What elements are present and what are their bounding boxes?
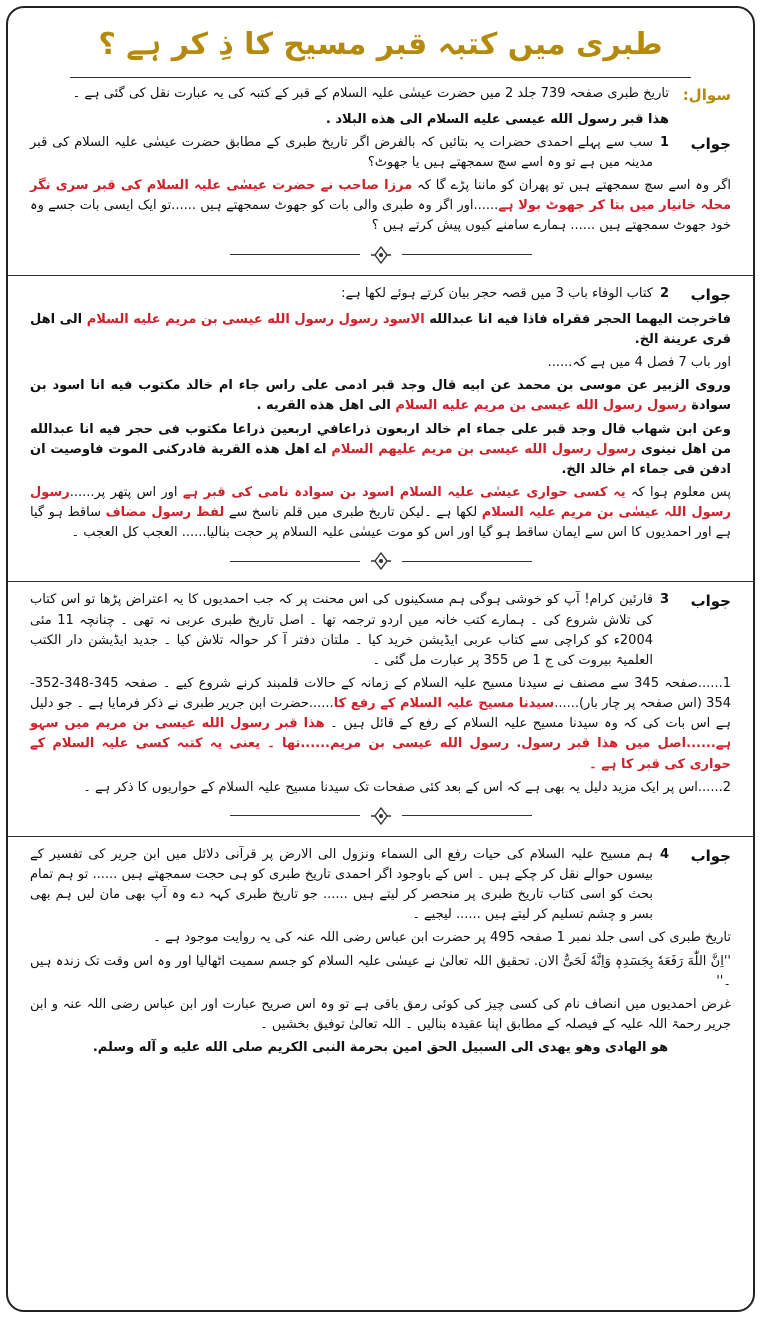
answer4-label: جواب	[690, 846, 731, 865]
answer3-item-1: 1......صفحہ 345 سے مصنف نے سیدنا مسیح علیہ السلام کے زمانہ کے حالات قلمبند کرنے شروع کیے ۔ صفحہ 345-348-352-354 (اس صفحہ پر چار بار)......سیدنا مسیح علیہ السلام کے رفع کا......حضرت ابن جریر طبری نے ذکر فرمایا ہے ۔ جو دلیل ہے اس بات کی کہ وہ سیدنا مسیح علیہ السلام کے رفع کے قائل ہیں ۔ هذا قبر رسول الله عيسى بن مريم میں سہو ہے......اصل میں هذا قبر رسول. رسول الله عيسى بن مريم......تھا ۔ یعنی یہ کتبہ کسی علیہ السلام کے حواری کی قبر کا ہے ۔	[30, 675, 731, 772]
document-page	[6, 6, 755, 1312]
question-label: سوال:	[682, 85, 731, 104]
answer4-text: ہم مسیح علیہ السلام کی حیات رفع الی السماء ونزول الی الارض پر قرآنی دلائل میں ابن جریر کی تفسیر کے بیسوں حوالے نقل کر چکے ہیں ۔ اس کے باوجود اگر احمدی تاریخ طبری کو ہی حجت سمجھتے ہیں ...... تو ہم تمام بحث کو اسی کتاب تاریخ طبری پر منحصر کر لیتے ہیں ...... جو تاریخ طبری کہہ دے وہ آپ بھی مان لیں ہم بھی بسر و چشم تسلیم کر لیتے ہیں ...... لیجیے ۔	[30, 846, 653, 923]
ornament-icon	[368, 551, 394, 571]
section-ornament	[30, 551, 731, 571]
answer1-label: جواب	[690, 134, 731, 153]
closing-prayer: هو الهادى وهو يهدى الى السبيل الحق امين بحرمة النبى الكريم صلى الله عليه و آله وسلم.	[92, 1040, 669, 1056]
page-title: طبری میں کتبہ قبر مسیح کا ذِ کر ہے ؟	[98, 27, 663, 62]
answer3-number: 3	[659, 592, 669, 608]
answer2-conclusion: پس معلوم ہوا کہ یہ کسی حواری عیسٰی علیہ السلام اسود بن سوادہ نامی کی قبر ہے اور اس پتھر پر......رسول رسول اللہ عیسٰی بن مریم علیہ السلام لکھا ہے ۔لیکن تاریخ طبری میں قلم ناسخ سے لفظ رسول مضاف ساقط ہو گیا ہے اور احمدیوں کا اس سے ایمان ساقط ہو گیا اور اس کو موت عیسٰی علیہ السلام پر حجت بنالیا...... العجب کل العجب ۔	[30, 484, 732, 541]
answer2-intro: کتاب الوفاء باب 3 میں قصہ حجر بیان کرتے ہوئے لکھا ہے:	[341, 285, 653, 301]
ornament-icon	[368, 245, 394, 265]
answer4-number: 4	[659, 846, 669, 862]
answer1-paragraph: اگر وہ اسے سچ سمجھتے ہیں تو پھران کو ماننا پڑے گا کہ مرزا صاحب نے حضرت عیسٰی علیہ السلام کی قبر سری نگر محلہ خانیار میں بتا کر جھوٹ بولا ہے......اور اگر وہ طبری والی بات کو جھوٹ سمجھتے ہیں ......تو ایک ایسی بات جسے وہ خود جھوٹ سمجھتے ہیں ...... ہمارے سامنے کیوں پیش کرتے ہیں ؟	[30, 178, 731, 234]
answer2-label: جواب	[690, 285, 731, 304]
answer4-reference: تاریخ طبری کی اسی جلد نمبر 1 صفحہ 495 پر حضرت ابن عباس رضی اللہ عنہ کی یہ روایت موجود ہے ۔	[153, 930, 731, 946]
section-ornament	[30, 806, 731, 826]
question-text: تاریخ طبری صفحہ 739 جلد 2 میں حضرت عیسٰی علیہ السلام کے قبر کے کتبہ کی یہ عبارت نقل کی گئی ہے ۔	[72, 85, 669, 101]
answer3-item-2: 2......اس پر ایک مزید دلیل یہ بھی ہے کہ اس کے بعد کئی صفحات تک سیدنا مسیح علیہ السلام کے حواریوں کا ذکر ہے ۔	[83, 779, 731, 795]
answer4-block	[30, 845, 731, 926]
answer2-chapter-ref: اور باب 7 فصل 4 میں ہے کہ......	[547, 355, 731, 371]
answer2-arabic-1: فاخرجت اليهما الحجر فقراه فاذا فيه انا عبدالله الاسود رسول رسول الله عيسى بن مريم عليه السلام الى اهل قرى عرينة الخ.	[30, 311, 731, 347]
answer4-quote: ''اِنَّ اللّٰهَ رَفَعَهٗ بِجَسَدِهٖ وَاِنَّهٗ لَحَیٌّ الان. تحقیق اللہ تعالیٰ نے عیسٰی علیہ السلام کو جسم سمیت اٹھالیا اور وہ اس وقت تک زندہ ہیں ۔''	[30, 953, 731, 989]
answer2-block	[30, 284, 731, 307]
ornament-icon	[368, 806, 394, 826]
answer3-block	[30, 590, 731, 671]
answer2-number: 2	[659, 285, 669, 301]
section-ornament	[30, 245, 731, 265]
question-arabic: هذا قبر رسول الله عيسى عليه السلام الى هذه البلاد .	[325, 111, 669, 127]
question-block	[30, 84, 731, 107]
title-divider	[70, 77, 691, 78]
answer4-conclusion: غرض احمدیوں میں انصاف نام کی کسی چیز کی کوئی رمق باقی ہے تو وہ اس صریح عبارت اور ابن عباس رضی اللہ عنہ و ابن جریر رحمۃ اللہ علیہ کے فیصلہ کے مطابق اپنا عقیدہ بنالیں ۔ اللہ تعالیٰ توفیق بخشیں ۔	[30, 996, 731, 1032]
answer2-arabic-3: وعن ابن شهاب قال وجد قبر على جماء ام خالد اربعون ذراعافي اربعين ذراعا مكتوب فى حجر فيه انا عبدالله من اهل نينوى رسول رسول الله عيسى بن مريم عليهم السلام اے اهل هذه القرية فادركنى الموت فاوصيت ان ادفن فى جماء ام خالد الخ.	[30, 421, 731, 477]
answer1-block	[30, 133, 731, 173]
answer1-number: 1	[659, 134, 669, 150]
answer3-text: قارئین کرام! آپ کو خوشی ہوگی ہم مسکینوں کی اس محنت پر کہ جب احمدیوں کا یہ اعتراض پڑھا تو اس کتاب کی تلاش شروع کی ۔ ہمارے کتب خانہ میں اردو ترجمہ تھا ۔ اصل تاریخ طبری عربی نہ تھی ۔ چنانچہ 11 مئی 2004ء کو کراچی سے کتاب عربی ایڈیشن خرید کیا ۔ ملتان دفتر آ کر حوالہ تلاش کیا ۔ جدید ایڈیشن دار الکتب العلمیۃ بیروت کی ج 1 ص 355 پر عبارت مل گئی ۔	[30, 592, 653, 668]
answer1-highlight: مرزا صاحب نے حضرت عیسٰی علیہ السلام کی قبر سری نگر محلہ خانیار میں بتا کر جھوٹ بولا ہے	[30, 178, 731, 214]
answer3-label: جواب	[690, 592, 731, 611]
answer2-arabic-2: وروى الزبير عن موسى بن محمد عن ابيه قال وجد قبر ادمى على راس جاء ام خالد مكتوب فيه انا اسود بن سوادة رسول رسول الله عيسى بن مريم عليه السلام الى اهل هذه القريه .	[30, 378, 731, 414]
answer1-text: سب سے پہلے احمدی حضرات یہ بتائیں کہ بالفرض اگر تاریخ طبری کے مطابق حضرت عیسٰی علیہ السلام کی قبر مدینہ میں ہے تو وہ اسے سچ سمجھتے ہیں یا جھوٹ؟	[30, 134, 653, 171]
